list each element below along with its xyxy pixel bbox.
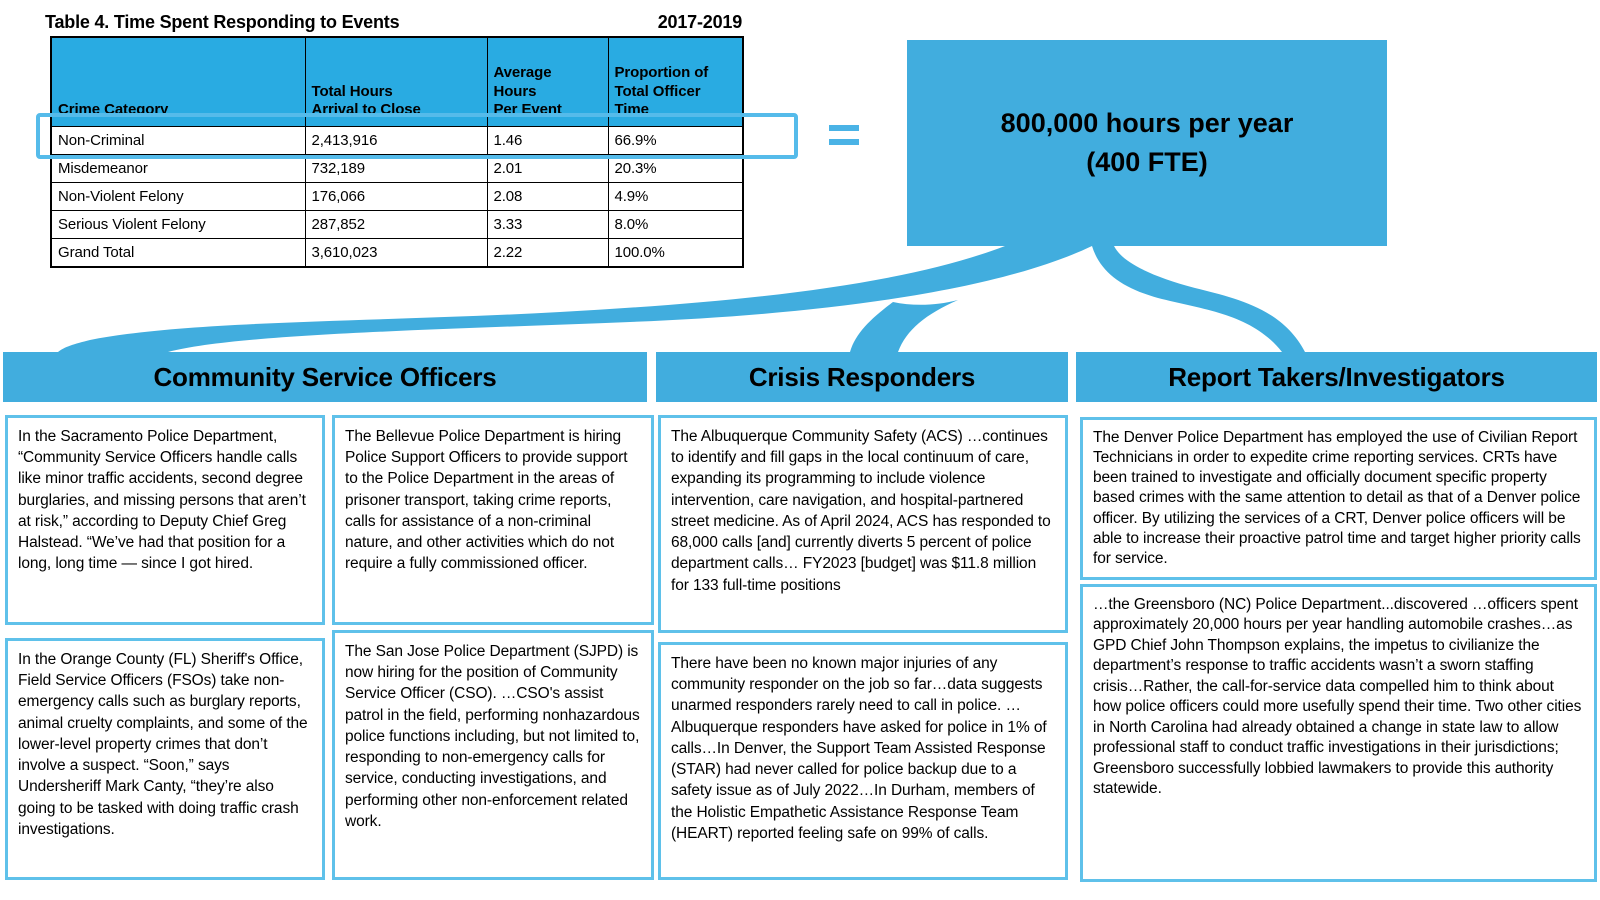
quote-box-orange-county: In the Orange County (FL) Sheriff's Office, Field Service Officers (FSOs) take non-emergency calls such as burglary reports, animal cruelty complaints, and some of the lower-level property crimes that don’t involve a suspect. “Soon,” says Undersheriff Mark Canty, “they’re also going to be tasked with doing traffic crash investigations. [5,638,325,880]
quote-box-bellevue: The Bellevue Police Department is hiring Police Support Officers to provide support to the Police Department in the areas of prisoner transport, taking crime reports, calls for assistance of a non-criminal nature, and other activities which do not require a fully commissioned officer. [332,415,654,625]
col-header-proportion: Proportion of Total Officer Time [608,37,743,127]
flow-connectors [0,246,1600,352]
section-header-community-service-officers: Community Service Officers [3,352,647,402]
table-row: Non-Criminal 2,413,916 1.46 66.9% [51,127,743,155]
total-hours-line1: 800,000 hours per year [1000,107,1294,138]
table-row: Serious Violent Felony 287,852 3.33 8.0% [51,211,743,239]
table-title-row [45,12,742,33]
non-criminal-row-highlight [36,113,798,159]
quote-box-greensboro: …the Greensboro (NC) Police Department...discovered …officers spent approximately 20,000 hours per year handling automobile crashes…as GPD Chief John Thompson explains, the impetus to civilianize the department’s response to traffic accidents wasn’t a sworn staffing crisis…Rather, the call-for-service data compelled him to think about how police officers could more usefully spend their time. Two other cities in North Carolina had already obtained a change in state law to allow professional staff to conduct traffic investigations in their jurisdictions; Greensboro successfully lobbied lawmakers to provide this authority statewide. [1080,584,1597,882]
quote-box-san-jose: The San Jose Police Department (SJPD) is now hiring for the position of Community Service Officer (CSO). …CSO's assist patrol in the field, performing nonhazardous police functions including, but not limited to, responding to non-emergency calls for service, conducting investigations, and performing other non-enforcement related work. [332,630,654,880]
section-header-crisis-responders: Crisis Responders [656,352,1068,402]
flow-connector-left [58,246,1092,352]
flow-connector-right [1092,246,1305,352]
table-row: Misdemeanor 732,189 2.01 20.3% [51,155,743,183]
table-row: Grand Total 3,610,023 2.22 100.0% [51,239,743,268]
section-header-report-takers: Report Takers/Investigators [1076,352,1597,402]
col-header-crime-category: Crime Category [51,37,305,127]
col-header-total-hours: Total Hours Arrival to Close [305,37,487,127]
quote-box-denver-crt: The Denver Police Department has employed the use of Civilian Report Technicians in order to expedite crime reporting services. CRTs have been trained to investigate and officially document specific property based crimes with the same attention to detail as that of a Denver police officer. By utilizing the services of a CRT, Denver police officers will be able to increase their proactive patrol time and target higher priority calls for service. [1080,417,1597,580]
quote-box-responder-safety: There have been no known major injuries of any community responder on the job so far…data suggests unarmed responders rarely need to call in police. … Albuquerque responders have asked for police in 1% of calls…In Denver, the Support Team Assisted Response (STAR) had never called for police backup due to a safety issue as of July 2022…In Durham, members of the Holistic Empathetic Assistance Response Team (HEART) reported feeling safe on 99% of calls. [658,642,1068,880]
equals-sign-icon [829,125,859,153]
quote-box-albuquerque-acs: The Albuquerque Community Safety (ACS) …continues to identify and fill gaps in the local continuum of care, expanding its programming to include violence intervention, care navigation, and hospital-partnered street medicine. As of April 2024, ACS has responded to 68,000 calls [and] currently diverts 5 percent of police department calls… FY2023 [budget] was $11.8 million for 133 full-time positions [658,415,1068,633]
total-hours-line2: (400 FTE) [1086,147,1208,177]
table-period: 2017-2019 [657,12,742,32]
total-hours-box [907,40,1387,246]
col-header-average-hours: Average Hours Per Event [487,37,608,127]
table-title: Table 4. Time Spent Responding to Events [45,12,400,32]
quote-box-sacramento: In the Sacramento Police Department, “Community Service Officers handle calls like minor traffic accidents, second degree burglaries, and missing persons that aren’t at risk,” according to Deputy Chief Greg Halstead. “We’ve had that position for a long, long time — since I got hired. [5,415,325,625]
table-row: Non-Violent Felony 176,066 2.08 4.9% [51,183,743,211]
flow-connector-middle [850,300,958,352]
